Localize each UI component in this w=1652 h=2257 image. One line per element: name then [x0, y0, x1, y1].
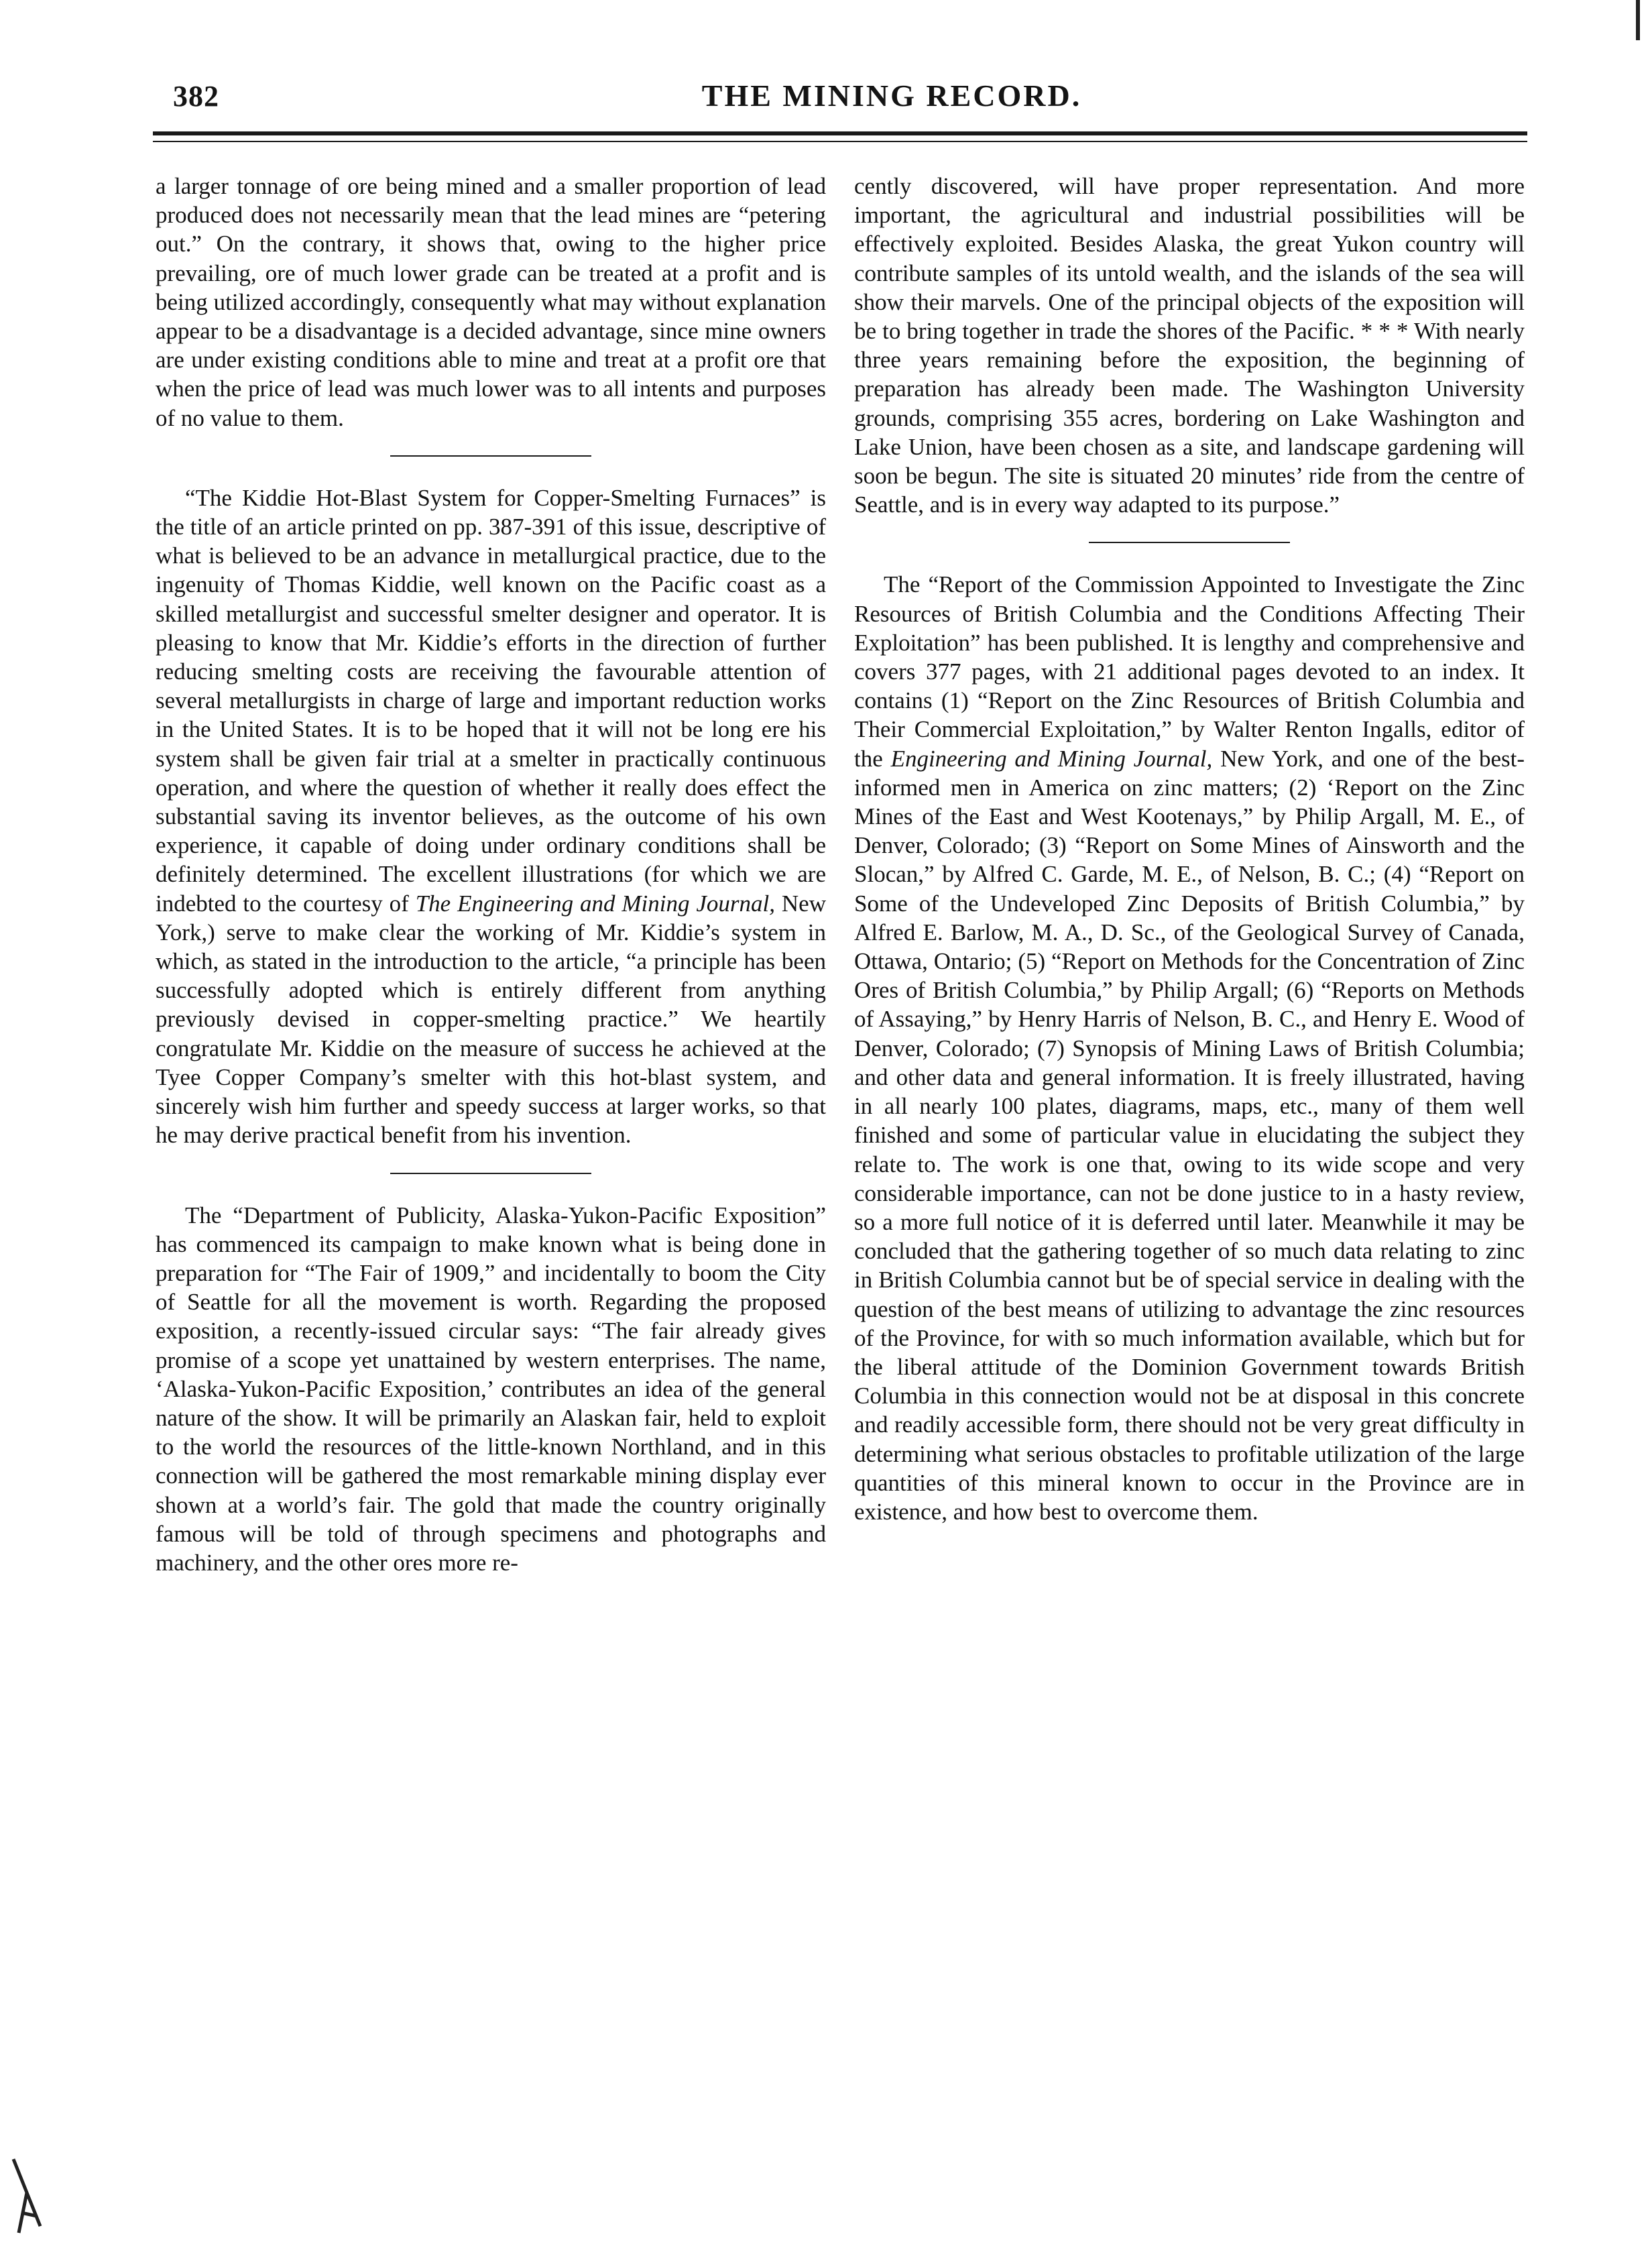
paragraph-text: New York,) serve to make clear the working of Mr. Kiddie’s system in which, as stated in the introduction to the article, “a principle has been successfully adopted which is entirely different from anything previously devised in copper-smelting practice.” We heartily congratulate Mr. Kiddie on the measure of success he achieved at the Tyee Copper Company’s smelter with this hot-blast system, and sincerely wish him further and speedy success at larger works, so that he may derive practical benefit from his invention.: [156, 890, 826, 1149]
paragraph-kiddie-hot-blast: [156, 483, 826, 1150]
paragraph-zinc-commission: [854, 570, 1525, 1526]
publication-title: The Engineering and Mining Journal,: [415, 890, 776, 917]
edge-ink-mark: [1636, 0, 1640, 40]
paragraph-text: New York, and one of the best-informed men in America on zinc matters; (2) ‘Report on the Zinc Mines of the East and West Kootenays,” by Philip Argall, M. E., of Denver, Colorado; (3) “Report on Some Mines of Ainsworth and the Slocan,” by Alfred C. Garde, M. E., of Nelson, B. C.; (4) “Report on Some of the Undeveloped Zinc Deposits of British Columbia,” by Alfred E. Barlow, M. A., D. Sc., of the Geological Survey of Canada, Ottawa, Ontario; (5) “Report on Methods for the Concentration of Zinc Ores of British Columbia,” by Philip Argall; (6) “Reports on Methods of Assaying,” by Henry Harris of Nelson, B. C., and Henry E. Wood of Denver, Colorado; (7) Synopsis of Mining Laws of British Columbia; and other data and general information. It is freely illustrated, having in all nearly 100 plates, diagrams, maps, etc., many of them well finished and some of particular value in elucidating the subject they relate to. The work is one that, owing to its wide scope and very considerable importance, can not be done justice to in a hasty review, so a more full notice of it is deferred until later. Meanwhile it may be concluded that the gathering together of so much data relating to zinc in British Columbia cannot but be of special service in dealing with the question of the best means of utilizing to advantage the zinc resources of the Province, for with so much information available, which but for the liberal attitude of the Dominion Government towards British Columbia in this connection would not be at disposal in this concrete and readily accessible form, there should not be very great difficulty in determining what serious obstacles to profitable utilization of the large quantities of this mineral known to occur in the Province are in existence, and how best to overcome them.: [854, 745, 1525, 1525]
header-rule-thick: [153, 131, 1527, 135]
right-column: [854, 172, 1525, 1526]
section-separator: [390, 1173, 591, 1174]
section-separator: [390, 455, 591, 457]
publication-title: Engineering and Mining Journal,: [890, 745, 1213, 772]
left-column: [156, 172, 826, 1577]
page-number: 382: [173, 80, 219, 113]
paragraph-lead-mines: a larger tonnage of ore being mined and a smaller proportion of lead produced does not necessarily mean that the lead mines are “petering out.” On the contrary, it shows that, owing to the higher price prevailing, ore of much lower grade can be treated at a profit and is being utilized accordingly, consequently what may without explanation appear to be a disadvantage is a decided advantage, since mine owners are under existing conditions able to mine and treat at a profit ore that when the price of lead was much lower was to all intents and purposes of no value to them.: [156, 173, 826, 431]
header-rule-thin: [153, 141, 1527, 142]
paragraph-exposition: The “Department of Publicity, Alaska-Yukon-Pacific Exposition” has commenced its campaign to make known what is being done in preparation for “The Fair of 1909,” and incidentally to boom the City of Seattle for all the movement is worth. Regarding the proposed exposition, a recently-issued circular says: “The fair already gives promise of a scope yet unattained by western enterprises. The name, ‘Alaska-Yukon-Pacific Exposition,’ contributes an idea of the general nature of the show. It will be primarily an Alaskan fair, held to exploit to the world the resources of the little-known Northland, and in this connection will be gathered the most remarkable mining display ever shown at a world’s fair. The gold that made the country originally famous will be told of through specimens and photographs and machinery, and the other ores more re-: [156, 1202, 826, 1576]
margin-ink-mark: [7, 2152, 47, 2240]
paragraph-exposition-continued: cently discovered, will have proper representation. And more important, the agricultural and industrial possibilities will be effectively exploited. Besides Alaska, the great Yukon country will contribute samples of its untold wealth, and the islands of the sea will show their marvels. One of the principal objects of the exposition will be to bring together in trade the shores of the Pacific. * * * With nearly three years remaining before the exposition, the beginning of preparation has already been made. The Washington University grounds, comprising 355 acres, bordering on Lake Washington and Lake Union, have been chosen as a site, and landscape gardening will soon be begun. The site is situated 20 minutes’ ride from the centre of Seattle, and is in every way adapted to its purpose.”: [854, 173, 1525, 518]
running-head: THE MINING RECORD.: [701, 78, 1082, 113]
section-separator: [1089, 542, 1290, 543]
paragraph-text: The “Report of the Commission Appointed to Investigate the Zinc Resources of British Columbia and the Conditions Affecting Their Exploitation” has been published. It is lengthy and comprehensive and covers 377 pages, with 21 additional pages devoted to an index. It contains (1) “Report on the Zinc Resources of British Columbia and Their Commercial Exploitation,” by Walter Renton Ingalls, editor of the: [854, 571, 1525, 772]
paragraph-text: “The Kiddie Hot-Blast System for Copper-Smelting Furnaces” is the title of an article printed on pp. 387-391 of this issue, descriptive of what is believed to be an advance in metallurgical practice, due to the ingenuity of Thomas Kiddie, well known on the Pacific coast as a skilled metallurgist and successful smelter designer and operator. It is pleasing to know that Mr. Kiddie’s efforts in the direction of further reducing smelting costs are receiving the favourable attention of several metallurgists in charge of large and important reduction works in the United States. It is to be hoped that it will not be long ere his system shall be given fair trial at a smelter in practically continuous operation, and where the question of whether it really does effect the substantial saving its inventor believes, as the outcome of his own experience, it capable of doing under ordinary conditions shall be definitely determined. The excellent illustrations (for which we are indebted to the courtesy of: [156, 484, 826, 917]
